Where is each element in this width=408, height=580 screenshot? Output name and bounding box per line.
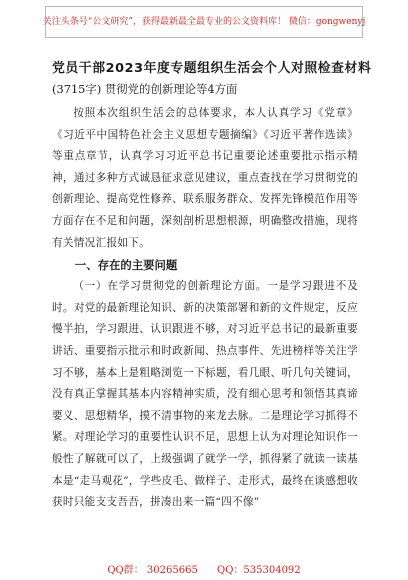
promo-banner-text: 关注头条号“公文研究”，获得最新最全最专业的公文资料库！ 微信：gongwenyj (42, 16, 366, 27)
intro-paragraph: 按照本次组织生活会的总体要求，本人认真学习《党章》《习近平中国特色社会主义思想专题摘编》《习近平著作选读》等重点章节，认真学习习近平总书记重要论述重要批示指示精神，通过多种方式诚恳征求意见建议，重点查找在学习贯彻党的创新理论、提高党性修养、联系服务群众、发挥先锋模范作用等方面存在不足和问题，深刻剖析思想根源，明确整改措施，现将有关情况汇报如下。 (52, 107, 358, 249)
document-title: 党员干部2023年度专题组织生活会个人对照检查材料 (52, 61, 372, 76)
section-heading: 一、存在的主要问题 (74, 258, 178, 273)
contact-footer (0, 561, 408, 576)
document-subtitle: (3715字) 贯彻党的创新理论等4方面 (52, 82, 238, 96)
promo-banner (42, 6, 366, 38)
qq-group: QQ群： 30265665 (107, 565, 198, 576)
document-body (52, 58, 372, 514)
section-paragraph: （一）在学习贯彻党的创新理论方面。一是学习跟进不及时。对党的最新理论知识、新的决策部署和新的文件规定，反应慢半拍，学习跟进、认识跟进不够，对习近平总书记的最新重要讲话、重要指示批示和时政新闻、热点事件、先进榜样等关注学习不够，基本上是粗略浏览一下标题，看几眼、听几句关键词，没有真正掌握其基本内容精神实质，没有细心思考和领悟其真谛要义、思想精华，摸不清事物的来龙去脉。二是理论学习抓得不紧。对理论学习的重要性认识不足，思想上认为对理论知识作一般性了解就可以了，上级强调了就学一学，抓得紧了就读一读基本是“走马观花”，学些皮毛、做样子、走形式，最终在谈感想收获时只能支支吾吾，拼凑出来一篇“四不像” (52, 280, 358, 509)
qq-number: QQ：535304092 (217, 565, 301, 576)
